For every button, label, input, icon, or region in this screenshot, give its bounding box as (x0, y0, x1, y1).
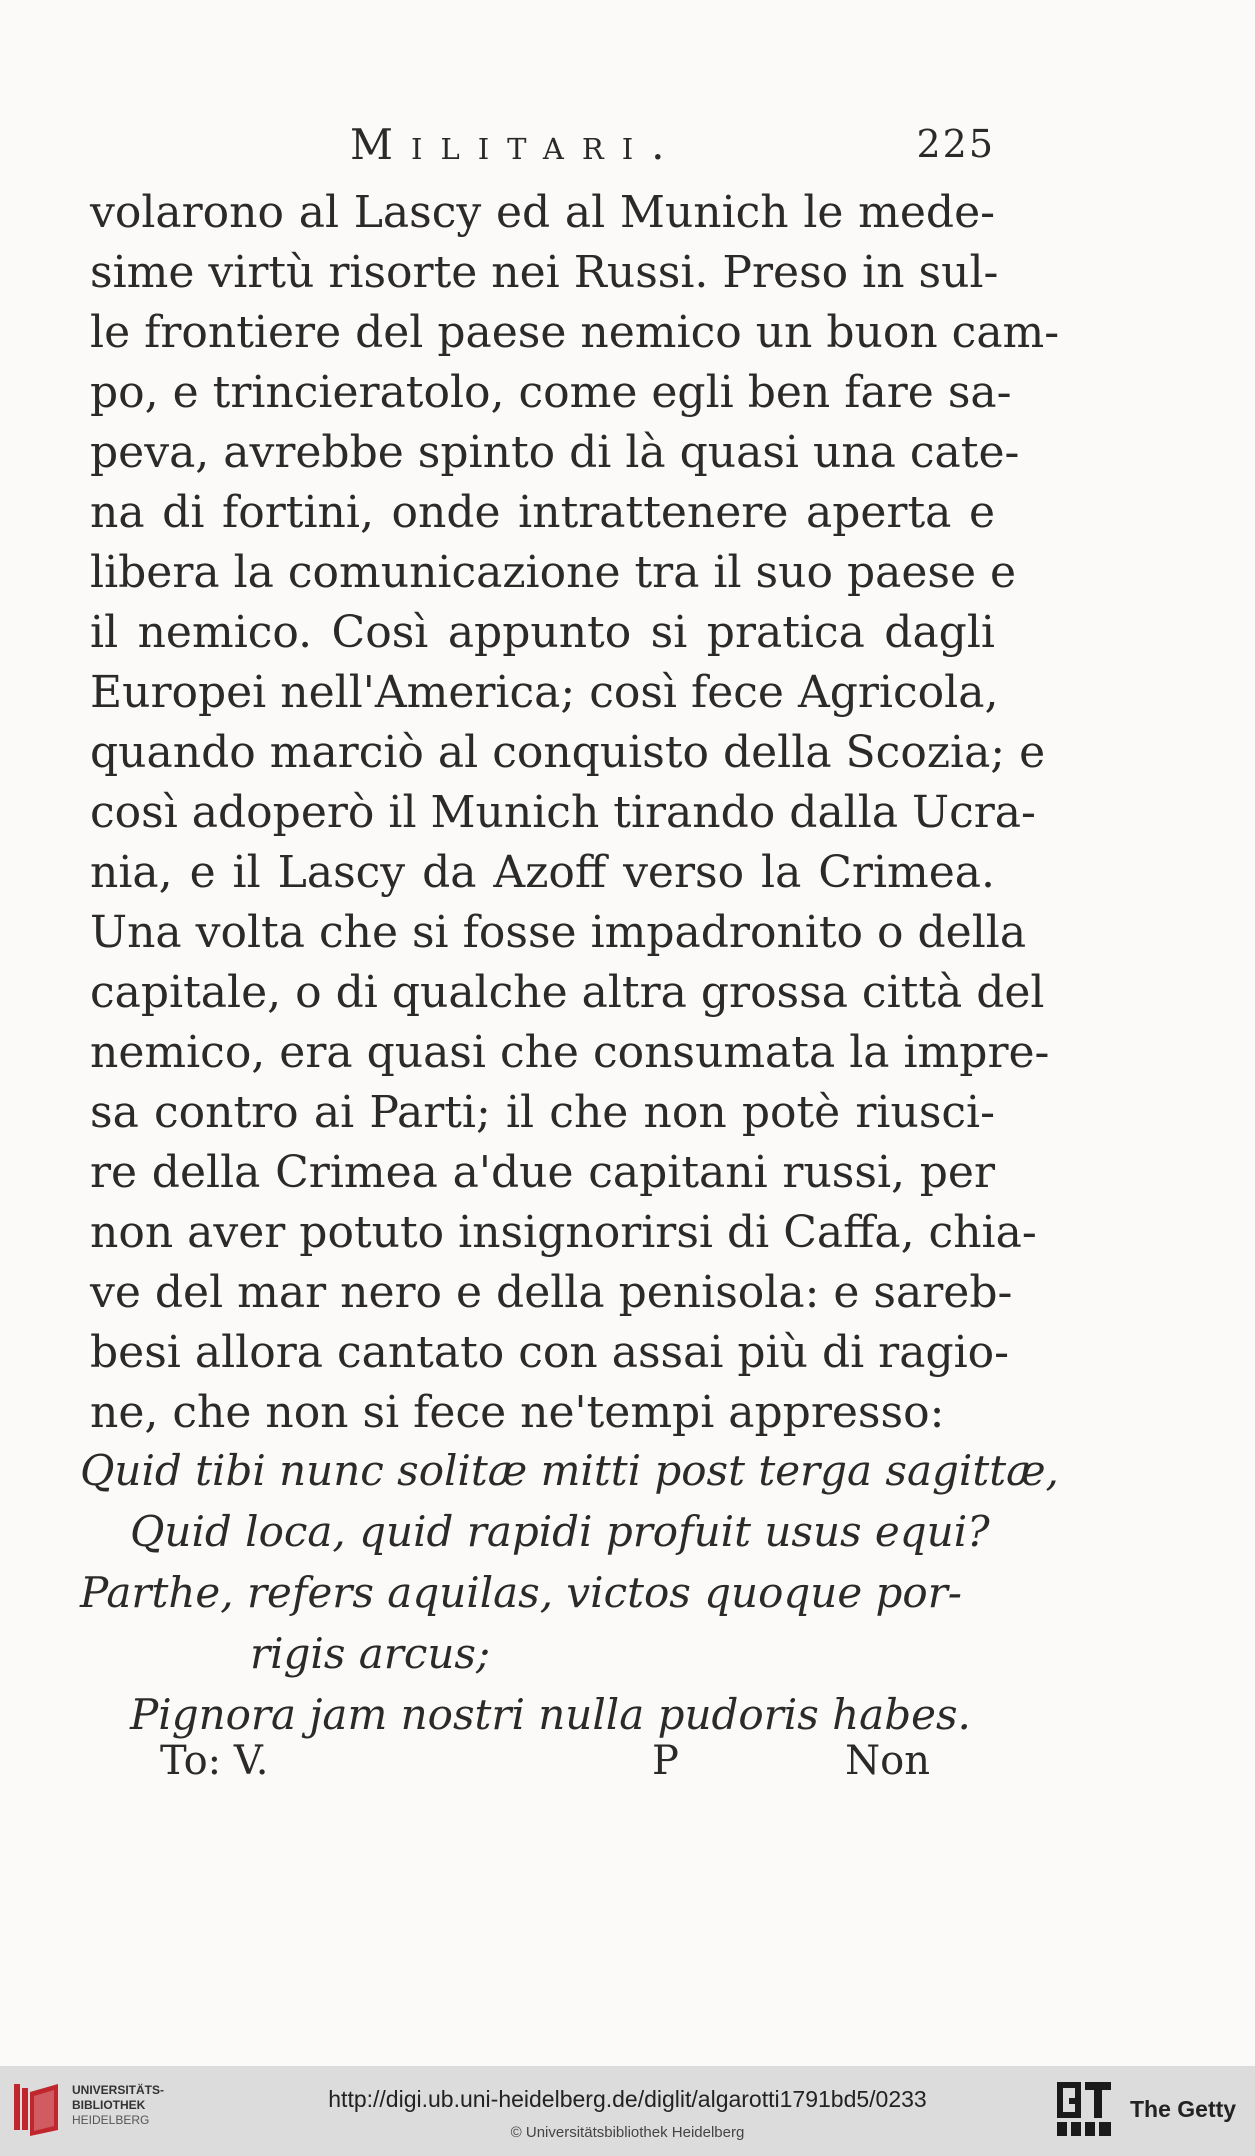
text-line: sa contro ai Parti; il che non potè riusci- (90, 1087, 995, 1138)
page-number: 225 (916, 122, 995, 166)
text-line: nemico, era quasi che consumata la impre- (90, 1027, 1050, 1078)
running-head: Militari. (350, 120, 683, 169)
text-line: nia, e il Lascy da Azoff verso la Crimea. (90, 847, 995, 898)
text-line: non aver potuto insignorirsi di Caffa, chia- (90, 1207, 1037, 1258)
page-footer-marks (160, 1738, 930, 1798)
copyright-notice: © Universitätsbibliothek Heidelberg (510, 2124, 745, 2141)
text-line: capitale, o di qualche altra grossa città del (90, 967, 1045, 1018)
text-line: libera la comunicazione tra il suo paese e (90, 547, 1017, 598)
text-line: re della Crimea a'due capitani russi, per (90, 1147, 995, 1198)
verse-line: rigis arcus; (250, 1629, 491, 1678)
text-line: sime virtù risorte nei Russi. Preso in sul- (90, 247, 999, 298)
verse-line: Quid loca, quid rapidi profuit usus equi? (130, 1507, 990, 1556)
page-header (350, 120, 995, 180)
permalink-url[interactable]: http://digi.ub.uni-heidelberg.de/diglit/algarotti1791bd5/0233 (328, 2086, 927, 2112)
text-line: quando marciò al conquisto della Scozia; e (90, 727, 1046, 778)
text-line: ne, che non si fece ne'tempi appresso: (90, 1387, 945, 1438)
partner-name: The Getty (1130, 2096, 1237, 2122)
text-line: po, e trincieratolo, come egli ben fare sa- (90, 367, 1012, 418)
text-line: così adoperò il Munich tirando dalla Ucra- (90, 787, 1036, 838)
volume-mark: To: V. (160, 1738, 269, 1784)
library-name-line1: UNIVERSITÄTS- (72, 2083, 165, 2097)
text-line: le frontiere del paese nemico un buon cam- (90, 307, 1060, 358)
text-line: Una volta che si fosse impadronito o della (90, 907, 1027, 958)
verse-line: Parthe, refers aquilas, victos quoque por- (80, 1568, 962, 1617)
text-line: besi allora cantato con assai più di ragio- (90, 1327, 1010, 1378)
verse-quotation (80, 1440, 1059, 1745)
library-name-line2: BIBLIOTHEK (72, 2098, 146, 2112)
verse-line: Quid tibi nunc solitæ mitti post terga sagittæ, (80, 1446, 1059, 1495)
body-text (90, 183, 1060, 1443)
text-line: ve del mar nero e della penisola: e sareb- (90, 1267, 1013, 1318)
verse-line: Pignora jam nostri nulla pudoris habes. (130, 1690, 971, 1739)
catchword: Non (845, 1738, 930, 1784)
viewer-footer-bar (0, 2066, 1255, 2156)
text-line: Europei nell'America; così fece Agricola, (90, 667, 999, 718)
library-city: HEIDELBERG (72, 2113, 150, 2127)
text-line: na di fortini, onde intrattenere aperta e (90, 487, 995, 538)
text-line: peva, avrebbe spinto di là quasi una cate- (90, 427, 1020, 478)
signature-mark: P (652, 1738, 679, 1784)
getty-logo-icon[interactable] (1055, 2080, 1113, 2138)
text-line: il nemico. Così appunto si pratica dagli (90, 607, 995, 658)
text-line: volarono al Lascy ed al Munich le mede- (90, 187, 995, 238)
